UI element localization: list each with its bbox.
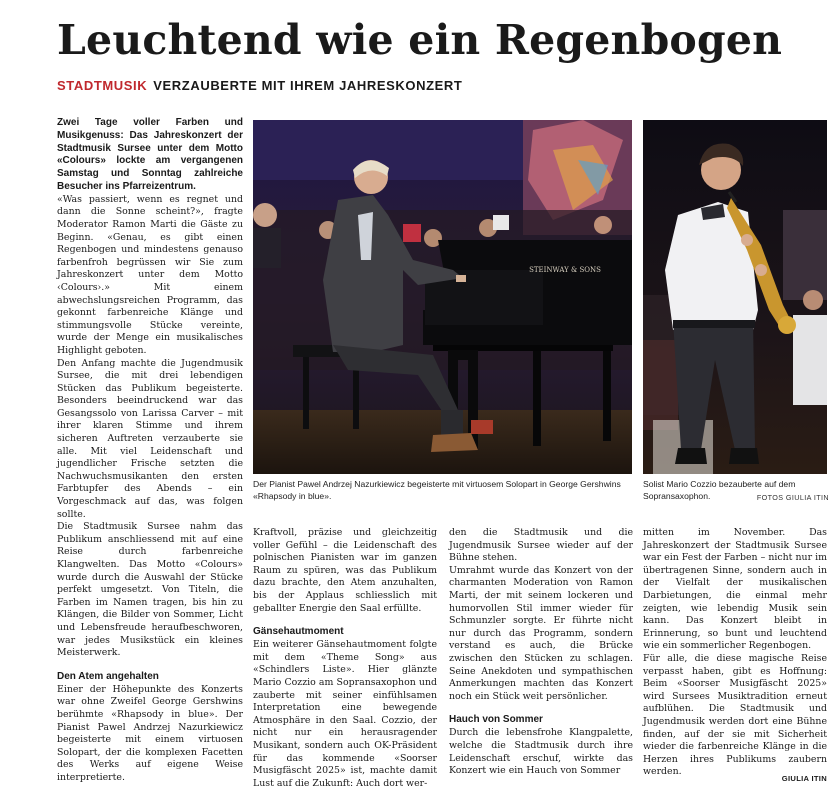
pianist-photo-illustration	[253, 120, 632, 474]
subheading: Gänsehautmoment	[253, 626, 344, 638]
paragraph: Ein weiterer Gänsehautmoment folgte mit dem «Theme Song» aus «Schindlers Liste». Hier glänzte Mario Cozzio am Sopransaxophon und zauberte mit seiner einfühlsamen Interpretation eine bewegende Atmosphäre in den Saal. Cozzio, der nicht nur ein herausragender Musikant, sondern auch OK-Präsident für das kommende «Soorser Musigfäscht 2025» ist, machte damit Lust auf die Zukunft: Auch dort wer-	[253, 639, 437, 789]
saxophonist-caption-text: Solist Mario Cozzio bezauberte auf dem Sopransaxophon.	[643, 479, 796, 501]
paragraph: Die Stadtmusik Sursee nahm das Publikum anschliessend mit auf eine Reise durch farbenreiche Klangwelten. Das Motto «Colours» wurde durch die Auswahl der Stücke perfekt umgesetzt. Von Titeln, die Farben im Namen tragen, bis hin zu Klängen, die Bilder von Sommer, Licht und Lebensfreude heraufbeschworen, war jedes Musikstück ein kleines Meisterwerk.	[57, 521, 243, 659]
headline: Leuchtend wie ein Regenbogen	[57, 16, 783, 64]
author-signature: GIULIA ITIN	[781, 774, 827, 783]
subheading: Hauch von Sommer	[449, 714, 543, 726]
column-2	[253, 527, 437, 790]
pianist-photo-caption: Der Pianist Pawel Andrzej Nazurkiewicz begeisterte mit virtuosem Solopart in George Gershwins «Rhapsody in blue».	[253, 479, 621, 501]
paragraph: mitten im November. Das Jahreskonzert der Stadtmusik Sursee war ein Fest der Farben – nicht nur im übertragenen Sinne, sondern auch in der Vielfalt der musikalischen Darbietungen, die einmal mehr zeigten, wie lebendig Musik sein kann. Das Konzert bleibt in Erinnerung, so bunt und leuchtend wie ein sommerlicher Regenbogen.	[643, 527, 827, 652]
saxophonist-photo-caption	[643, 479, 829, 502]
subheading: Den Atem angehalten	[57, 670, 159, 682]
kicker-text: VERZAUBERTE MIT IHREM JAHRESKONZERT	[153, 78, 463, 93]
paragraph: Einer der Höhepunkte des Konzerts war ohne Zweifel George Gershwins berühmte «Rhapsody in blue». Der Pianist Pawel Andrzej Nazurkiewicz begeisterte mit einem virtuosen Solopart, der die komplexen Facetten des Werks auf eigene Weise interpretierte.	[57, 683, 243, 783]
piano-brand-label: STEINWAY & SONS	[529, 266, 601, 274]
paragraph: Umrahmt wurde das Konzert von der charmanten Moderation von Ramon Marti, der mit seinem lockeren und humorvollen Stil immer wieder für Schmunzler sorgte. Er führte nicht nur durch das Programm, sondern verstand es auch, die Brücke zwischen den Stücken zu schlagen. Seine Anekdoten und sympathischen Anmerkungen machten das Konzert noch ein Stück weit persönlicher.	[449, 564, 633, 702]
paragraph: Für alle, die diese magische Reise verpasst haben, gibt es Hoffnung: Beim «Soorser Musigfäscht 2025» wird Sursees Musiktradition erneut aufblühen. Die Stadtmusik und Jugendmusik werden dort eine Bühne finden, auf der sie mit Sicherheit wieder die farbenreiche Klänge in die Herzen ihres Publikums zaubern werden.	[643, 652, 827, 778]
lead-paragraph: Zwei Tage voller Farben und Musikgenuss: Das Jahreskonzert der Stadtmusik Sursee unter dem Motto «Colours» lockte am vergangenen Samstag und Sonntag zahlreiche Besucher ins Pfarreizentrum.	[57, 117, 243, 192]
column-3	[449, 527, 633, 778]
pianist-photo	[253, 120, 632, 474]
column-4	[643, 527, 827, 779]
photo-credit: FOTOS GIULIA ITIN	[756, 492, 829, 502]
saxophonist-photo	[643, 120, 827, 474]
paragraph: Den Anfang machte die Jugendmusik Sursee, die mit drei lebendigen Stücken das Publikum begeisterte. Besonders beeindruckend war das Gesangssolo von Larissa Carver – mit ihrer klaren Stimme und ihrem sicheren Auftreten verzauberte sie alle. Mit viel Leidenschaft und jugendlicher Frische setzten die Nachwuchsmusikanten den ersten Farbtupfer des Abends – ein Vorgeschmack auf das, was folgen sollte.	[57, 357, 243, 520]
paragraph: Kraftvoll, präzise und gleichzeitig voller Gefühl – die Leidenschaft des polnischen Pianisten war im ganzen Raum zu spüren, was das Publikum dazu brachte, den Atem anzuhalten, bis der Applaus schliesslich mit geballter Energie den Saal erfüllte.	[253, 527, 437, 614]
paragraph: Durch die lebensfrohe Klangpalette, welche die Stadtmusik durch ihre Leidenschaft erschuf, wirkte das Konzert wie ein Hauch von Sommer	[449, 727, 633, 777]
column-1	[57, 117, 243, 785]
saxophonist-photo-illustration	[643, 120, 827, 474]
paragraph: den die Stadtmusik und die Jugendmusik Sursee wieder auf der Bühne stehen.	[449, 527, 633, 564]
kicker	[57, 78, 462, 93]
kicker-tag: STADTMUSIK	[57, 78, 148, 93]
paragraph: «Was passiert, wenn es regnet und dann die Sonne scheint?», fragte Moderator Ramon Marti die Gäste zu Beginn. «Genau, es gibt einen Regenbogen und mindestens genauso farbenfroh begrüssen wir Sie zum Jahreskonzert unter dem Motto ‹Colours›.» Mit einem abwechslungsreichen Programm, das gekonnt farbenreiche Klänge und stimmungsvolle Stücke vereinte, wurde der Menge ein musikalisches Highlight geboten.	[57, 193, 243, 356]
